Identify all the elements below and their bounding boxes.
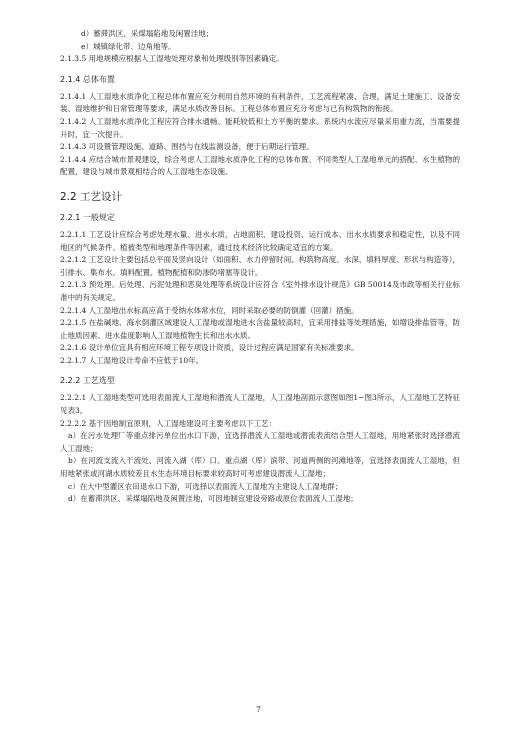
document-page (60, 28, 460, 506)
clause-2-1-4-4: 2.1.4.4 应结合城市景观建设，综合考虑人工湿地水质净化工程的总体布置、不同类型人工湿地单元的搭配、水生植物的配置，建设与城市景观相结合的人工湿地生态设施。 (60, 154, 460, 177)
heading-2-1-4: 2.1.4 总体布置 (60, 74, 115, 84)
list-item-d: d）蓄滞洪区、采煤塌陷地及闲置洼地； (81, 29, 214, 38)
clause-2-2-1-1: 2.2.1.1 工艺设计应综合考虑处理水量、进水水质、占地面积、建设投资、运行成本、出水水质要求和稳定性，以及不同地区的气候条件、植被类型和地理条件等因素，通过技术经济比较确定适宜的方案。 (60, 229, 460, 252)
page-number: 7 (256, 705, 261, 714)
list-item-e: e）城镇绿化带、边角地等。 (81, 41, 176, 51)
clause-2-1-4-3: 2.1.4.3 可设置管理设施、道路、围挡与在线监测设备，便于后期运行管理。 (60, 142, 314, 152)
clause-2-1-4-2: 2.1.4.2 人工湿地水质净化工程应符合排水通畅、能耗较低和土方平衡的要求。系统内水流应尽量采用重力流，当需要提升时，宜一次提升。 (60, 116, 460, 139)
clause-2-1-4-1: 2.1.4.1 人工湿地水质净化工程总体布置应充分利用自然环境的有利条件，工艺流程紧凑、合理，满足土建施工、设备安装、湿地维护和日常管理等要求，满足水质改善目标。工程总体布置应充分考虑与已有构筑物的衔接。 (60, 91, 460, 114)
heading-2-2-2: 2.2.2 工艺选型 (60, 376, 115, 386)
list-item-d2: d）在蓄滞洪区、采煤塌陷地及闲置洼地，可因地制宜建设旁路或原位表面流人工湿地； (68, 494, 358, 504)
clause-2-2-1-3: 2.2.1.3 预处理、后处理、污泥处理和恶臭处理等系统设计应符合《室外排水设计规范》GB 50014及市政等相关行业标准中的有关规定。 (60, 280, 460, 302)
list-item-a: a）在污水处理厂等重点排污单位出水口下游，宜选择潜流人工湿地或潜流表流结合型人工湿地，用地紧张时选择潜流人工湿地； (60, 431, 460, 453)
clause-2-2-1-4: 2.2.1.4 人工湿地出水标高应高于受纳水体常水位，同时采取必要的防倒灌（回灌）措施。 (60, 305, 359, 315)
clause-2-2-2-1: 2.2.2.1 人工湿地类型可选用表面流人工湿地和潜流人工湿地，人工湿地剖面示意图如图1~图3所示，人工湿地工艺特征见表3。 (60, 393, 460, 416)
heading-2-2-1: 2.2.1 一般规定 (60, 212, 115, 222)
clause-2-2-1-5: 2.2.1.5 在盐碱地、海水倒灌区域建设人工湿地或湿地进水含盐量较高时，宜采用排盐等处理措施，如增设排盐管等，防止地质因素、进水盐度影响人工湿地植物生长和出水水质。 (60, 318, 460, 340)
clause-2-2-1-2: 2.2.1.2 工艺设计主要包括总平面及竖向设计（如面积、水力停留时间、构筑物高度、水深、填料厚度、形状与构造等），引排水、集布水、填料配置、植物配植和防渗防堵塞等设计。 (60, 255, 460, 277)
heading-2-2: 2.2 工艺设计 (60, 190, 123, 203)
list-item-c: c）在大中型灌区农田退水口下游，可选择以表面流人工湿地为主建设人工湿地群； (68, 481, 343, 491)
clause-2-2-2-2: 2.2.2.2 基于因地制宜原则，人工湿地建设可主要考虑以下工艺： (60, 418, 277, 428)
list-item-b: b）在河流支流入干流处、河流入湖（库）口、重点湖（库）滨带、河道两侧的河滩地等，宜选择表面流人工湿地，但用地紧张或河湖水质较差且水生态环境目标要求较高时可考虑建设潜流人工湿地； (60, 456, 460, 479)
clause-2-2-1-6: 2.2.1.6 设计单位宜具有相应环境工程专项设计资质，设计过程应满足国家有关标准要求。 (60, 343, 359, 353)
clause-2-1-3-5: 2.1.3.5 用地规模应根据人工湿地处理对象和处理级别等因素确定。 (60, 54, 284, 64)
clause-2-2-1-7: 2.2.1.7 人工湿地设计寿命不应低于10年。 (60, 355, 204, 365)
